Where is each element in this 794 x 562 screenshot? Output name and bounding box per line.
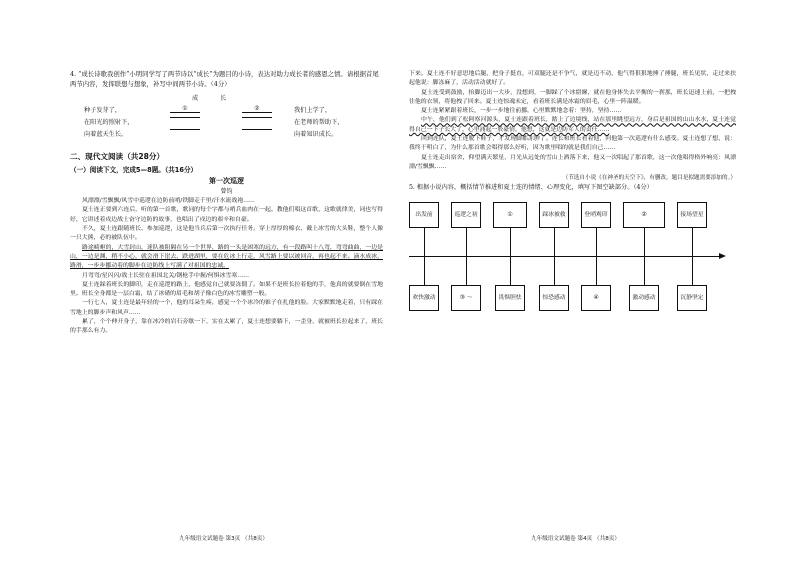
emotion-box: 惊恐感动 — [539, 285, 569, 311]
article-paragraph-wavy: 中午，他们到了松阿察河源头，夏士连跟着班长，踏上了边境线，站在那里眺望远方，身后是祖国的山山水水，夏士连觉得自己一下子长大了，心里涌起一股豪情，他想，这就是边防军人的责任…… — [409, 117, 736, 133]
article-paragraph: 夏士连受到鼓励，抬脚迈出一大步，没想到，一脚踩了个冰窟窿，就在他身体失去平衡的一刹那，班长迅速上前，一把拽住他的衣领，将他拽了回来。夏士连惊魂未定，看着班长满是冰霜的眉毛，心里一阵温暖。 — [409, 89, 736, 105]
article-paragraph: 夏士连走出宿舍，仰望满天繁星，月光从远处的雪山上洒落下来，他又一次唱起了那首歌，这一次他唱得格外响亮：风漂漂/雪飘飘…… — [409, 154, 736, 170]
section-title: 二、现代文阅读（共28分） — [70, 152, 165, 162]
connector-line — [554, 228, 555, 256]
article-paragraph: 不久，夏士连跟随班长、参加巡逻，这是他当兵后第一次执行任务。穿上厚厚的棉衣、戴上冰雪的大头鞋，整个人像一只大熊，必的被队伍中。 — [70, 226, 383, 242]
connector-line — [596, 228, 597, 256]
emotion-answer-box[interactable]: ④ — [581, 285, 611, 311]
connector-line — [554, 257, 555, 285]
poem-line: 种子发芽了， — [84, 107, 122, 115]
plot-box: 巡逻之初 — [451, 202, 481, 228]
article-paragraph-underlined: 路途崎岖的，大雪封山，迷队被阻隔在另一个世界，路的一头是困寒的远方，有一段路叫十八弯，弯弯曲曲，一边是山，一边是渊，稍不小心，就会滑下崖去，跌进湖里，要在危冰上行走，风雪路上要以被回音，再也起不来。滴水成冰，路滑，一步步挪动着的脚步在边防线上写满了对祖国的忠诚。 — [70, 244, 383, 270]
plot-box: 踩冰被救 — [539, 202, 569, 228]
article-paragraph: 一行七人，夏士连是最年轻的一个，他的耳朵生疼，感觉一个个冰冷的锥子在扎他的脸。大家默默地走着，只有踩在雪地上的脚步声和风声…… — [70, 300, 383, 316]
emotion-box: 欢快激动 — [409, 285, 439, 311]
answer-blank-line[interactable] — [170, 129, 200, 130]
article-paragraph: 累了，个个伸开身子，靠在冰冷的岩石旁歇一下，实在太累了，夏士连想要躺下，一歪身，就被班长拉起来了，班长的手那么有力。 — [70, 319, 383, 335]
connector-line — [596, 257, 597, 285]
answer-blank-2[interactable]: ② — [242, 105, 272, 113]
source-note: （节选自小说《在神圣的天空下》，有删改，题目是拟题需要添加的。） — [562, 175, 736, 182]
poem-line: 在老师的帮助下， — [294, 119, 344, 127]
answer-blank-line[interactable] — [242, 117, 272, 118]
page-footer-right: 九年级语文试题卷 第4页 （共8页） — [531, 536, 620, 542]
article-title: 第一次巡逻 — [209, 176, 244, 186]
article-paragraph: 夏士连正要到六连后，听的第一首歌，歌词的每个字都与哨兵血肉在一起。教他们唱这首歌，这歌就律美，词也写得好，它讲述着戍边战士奋守边防的故事，也唱出了戍边的艰辛和自豪。 — [70, 207, 383, 223]
connector-line — [644, 257, 645, 285]
poem-line: 向着知识成长。 — [294, 131, 338, 139]
answer-blank-line[interactable] — [170, 117, 200, 118]
plot-box: 登哨观印 — [581, 202, 611, 228]
timeline-axis — [409, 256, 723, 257]
connector-line — [692, 257, 693, 285]
article-paragraph: 夏士连紧紧跟着班长，一步一步地往前挪，心里默默地念着：坚持，坚持…… — [421, 108, 622, 115]
connector-line — [466, 228, 467, 256]
poem-block — [70, 93, 383, 145]
plot-emotion-diagram — [409, 198, 736, 316]
connector-line — [424, 257, 425, 285]
connector-line — [424, 228, 425, 256]
right-page — [397, 0, 794, 562]
emotion-box: 激动感动 — [629, 285, 659, 311]
timeline-arrow-icon — [719, 253, 726, 259]
article-paragraph: 回到连队，夏士连脱下鞋子，才发现脚都冻肿了。连长和班长看着他，问他第一次巡逻有什么感受。夏士连想了想，说：我终于明白了，为什么那首歌会唱得那么好听，因为歌里唱的就是我们自己…… — [409, 136, 736, 152]
article-author: 曾钧 — [220, 188, 233, 196]
article-paragraph: 下来。夏士连不好意思地后腿，把身子挺直，可双腿还是不争气，就是迈不动，他气得狠狠地捶了捶腿，班长见状，走过来扶起他说：脚冻麻了，活动活动就好了。 — [409, 71, 736, 87]
emotion-answer-box[interactable]: ③ ～ — [451, 285, 481, 311]
poem-line: 我们上学了， — [294, 107, 332, 115]
question-5-stem: 5. 根据小说内容，概括情节推进和夏士连的情绪、心理变化，填写下图空缺部分。（4分） — [409, 184, 653, 192]
connector-line — [510, 257, 511, 285]
question-4-stem: 4. “成长诗歌我创作”小明同学写了两节诗以“成长”为题目的小诗，表达对助力成长者的感恩之情。请根据首尾两节内容，发挥联想与想象，补写中间两节小诗。（4分） — [70, 70, 379, 88]
connector-line — [644, 228, 645, 256]
answer-blank-line[interactable] — [242, 129, 272, 130]
article-paragraph: 月弯弯/星闪闪/战士长驻在祖国北关/钢枪手中握/何惧冰雪寒…… — [82, 272, 249, 279]
emotion-box: 畏惧胆怯 — [495, 285, 525, 311]
connector-line — [510, 228, 511, 256]
plot-answer-box[interactable]: ① — [493, 202, 527, 228]
plot-answer-box[interactable]: ② — [623, 202, 665, 228]
poem-title: 成 长 — [192, 95, 237, 103]
page-footer-left: 九年级语文试题卷 第3页 （共8页） — [179, 536, 268, 542]
plot-box: 出发前 — [409, 202, 439, 228]
poem-line: 向着蓝天生长。 — [84, 131, 128, 139]
subsection-title: （一）阅读下文，完成5—8题。（共16分） — [70, 166, 198, 175]
answer-blank-1[interactable]: ① — [170, 105, 200, 113]
article-paragraph: 风漂漂/雪飘飘/风雪中巡逻在边防前哨/铁脚走千里/汗水流战袍…… — [82, 198, 255, 205]
plot-box: 接场望星 — [677, 202, 707, 228]
article-paragraph: 夏士连踩着班长的脚印，走在巡逻的路上，他感觉自己就要冻僵了。如果不是班长拉着他的手，他真的就要倒在雪地里。班长全身都是一层白霜，结了冰碴的眉毛和胡子像白色的冰雪雕塑一般。 — [70, 281, 383, 298]
connector-line — [692, 228, 693, 256]
emotion-box: 沉静坚定 — [677, 285, 707, 311]
poem-line: 在阳光的照射下， — [84, 119, 134, 127]
connector-line — [466, 257, 467, 285]
